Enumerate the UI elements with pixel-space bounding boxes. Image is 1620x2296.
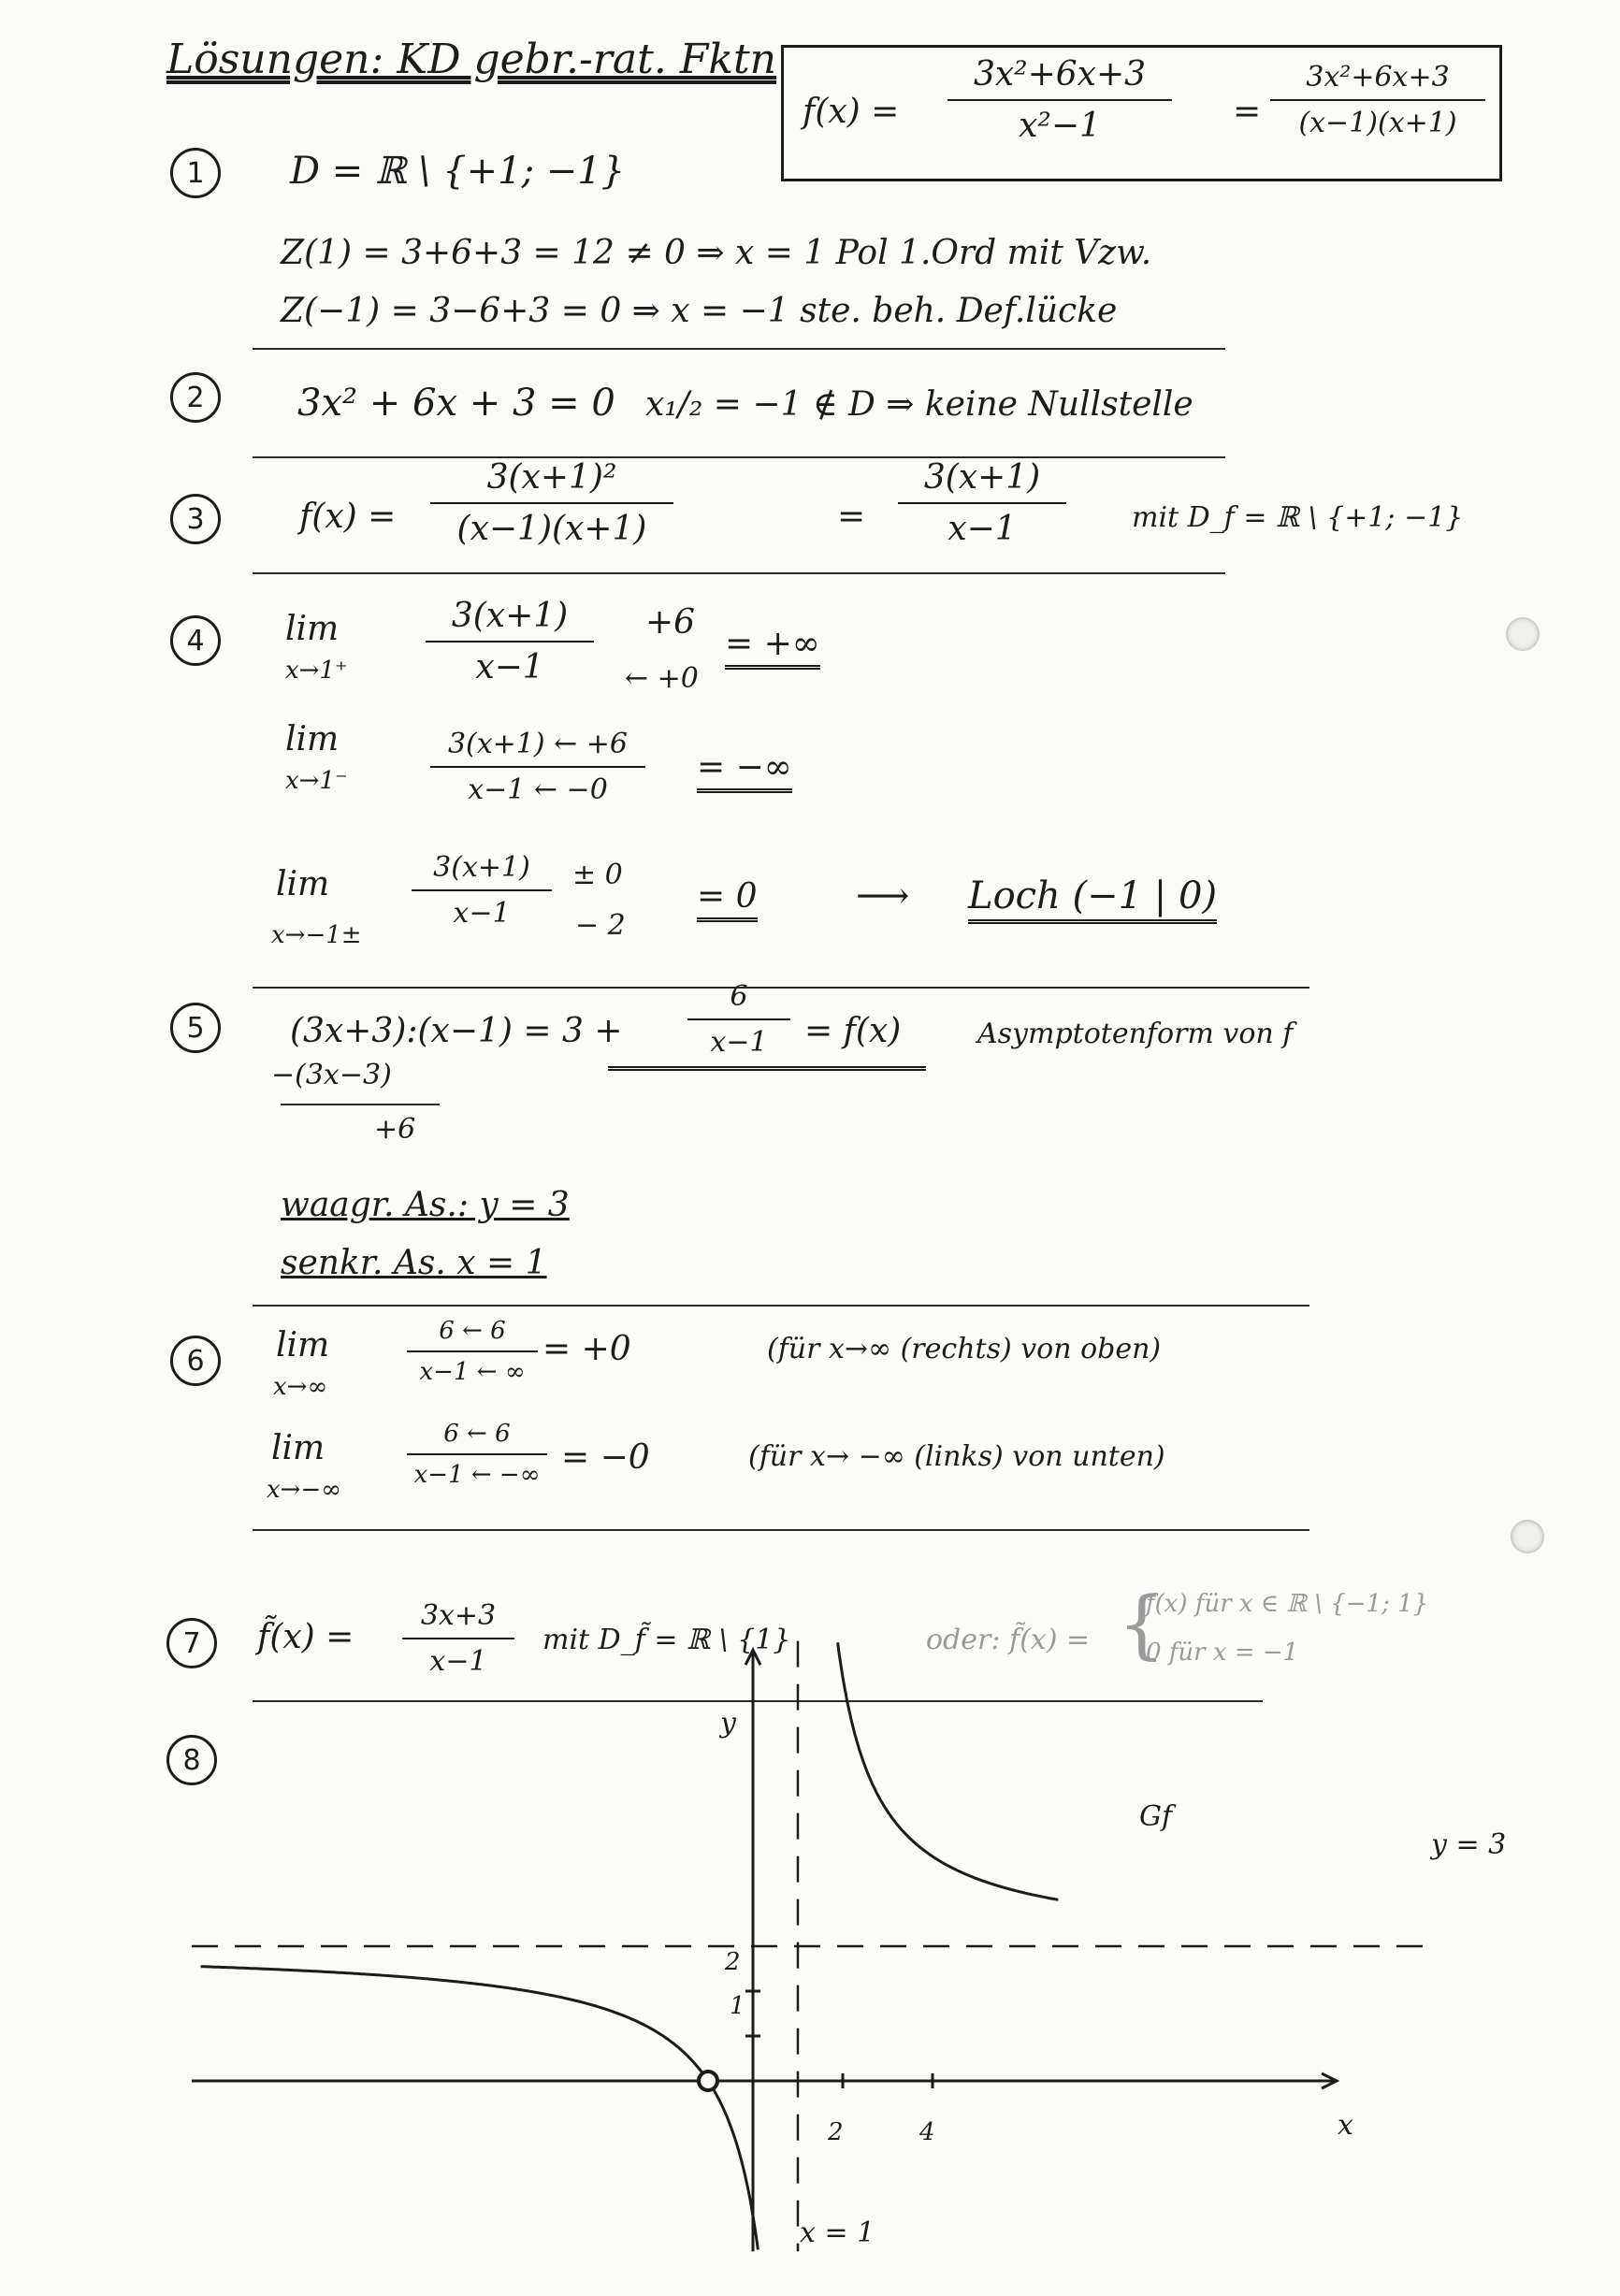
s6-n2: 6 ← 6 <box>443 1420 511 1448</box>
s7-n: 3x+3 <box>420 1599 497 1632</box>
section-number-6: 6 <box>170 1336 221 1386</box>
s4-result-3: = 0 <box>697 877 758 922</box>
s4-note1a: +6 <box>645 603 696 642</box>
s4-result-1: = +∞ <box>725 625 820 670</box>
s5-fn: 6 <box>730 980 748 1013</box>
graph-x-label: x <box>1338 2109 1353 2142</box>
s4-lim-2: lim <box>285 720 340 758</box>
s7-case-2: 0 für x = −1 <box>1146 1639 1299 1667</box>
s6-result-1: = +0 <box>542 1330 631 1368</box>
section-number-5: 5 <box>170 1003 221 1053</box>
s6-note-1: (für x→∞ (rechts) von oben) <box>767 1333 1162 1365</box>
tick-label-x4: 4 <box>919 2118 935 2146</box>
f-numerator: 3x²+6x+3 <box>973 55 1147 94</box>
s6-sub-2: x→−∞ <box>267 1476 341 1504</box>
graph-branch-left <box>201 1967 759 2250</box>
s5-senk: senkr. As. x = 1 <box>281 1244 547 1282</box>
s3-equals: = <box>837 498 866 536</box>
f-label: f(x) = <box>803 93 900 131</box>
s4-loch: Loch (−1 | 0) <box>968 874 1217 924</box>
asymptote-label-x: x = 1 <box>800 2217 875 2249</box>
s6-d1: x−1 ← ∞ <box>419 1358 526 1386</box>
asymptote-label-y: y = 3 <box>1431 1828 1507 1861</box>
section-number-2: 2 <box>170 372 221 423</box>
s6-d2: x−1 ← −∞ <box>413 1461 541 1489</box>
s5-label: Asymptotenform von f <box>977 1018 1294 1050</box>
tick-label-x2: 2 <box>828 2118 844 2146</box>
f-denominator: x²−1 <box>1019 107 1101 145</box>
s5-division: (3x+3):(x−1) = 3 + <box>290 1012 623 1050</box>
graph-y-label: y <box>720 1707 736 1740</box>
s4-d3: x−1 <box>453 897 511 930</box>
s4-d1: x−1 <box>475 648 544 686</box>
s6-n1: 6 ← 6 <box>439 1317 506 1345</box>
s2-rest: x₁/₂ = −1 ∉ D ⇒ keine Nullstelle <box>645 385 1193 424</box>
s4-sub-2: x→1⁻ <box>285 767 348 795</box>
s7-mit: mit D_f̃ = ℝ \ {1} <box>542 1624 791 1656</box>
s2-equation: 3x² + 6x + 3 = 0 <box>297 382 615 425</box>
page-title: Lösungen: KD gebr.-rat. Fktn <box>166 36 777 83</box>
arrow-icon: ⟶ <box>856 874 910 917</box>
s1-domain: D = ℝ \ {+1; −1} <box>290 150 626 193</box>
s4-note3a: ± 0 <box>572 859 623 891</box>
s6-lim-2: lim <box>271 1429 325 1467</box>
s3-mit: mit D_f = ℝ \ {+1; −1} <box>1132 501 1464 534</box>
section-number-4: 4 <box>170 615 221 666</box>
s5-rest: = f(x) <box>804 1012 902 1050</box>
s7-label: f̃(x) = <box>257 1618 354 1656</box>
s6-sub-1: x→∞ <box>273 1373 328 1401</box>
s4-sub-1: x→1⁺ <box>285 657 348 685</box>
section-number-8: 8 <box>166 1735 217 1785</box>
s4-lim-1: lim <box>285 610 340 648</box>
s7-d: x−1 <box>429 1645 487 1678</box>
s1-line1: Z(1) = 3+6+3 = 12 ≠ 0 ⇒ x = 1 Pol 1.Ord mit Vzw. <box>281 234 1152 272</box>
s5-remainder: +6 <box>374 1113 416 1146</box>
s4-n2: 3(x+1) ← +6 <box>447 728 629 760</box>
s4-sub-3: x→−1± <box>271 921 362 949</box>
s5-subtraction: −(3x−3) <box>271 1059 392 1091</box>
s6-lim-1: lim <box>276 1326 330 1365</box>
binder-hole <box>1511 1520 1544 1553</box>
tick-label-y2: 2 <box>725 1948 741 1976</box>
s3-n1: 3(x+1)² <box>486 458 617 497</box>
s3-n2: 3(x+1) <box>923 458 1041 497</box>
s6-note-2: (für x→ −∞ (links) von unten) <box>748 1440 1165 1473</box>
s5-waag: waagr. As.: y = 3 <box>281 1186 570 1224</box>
section-number-1: 1 <box>170 148 221 198</box>
section-number-7: 7 <box>166 1618 217 1668</box>
s4-note1b: ← +0 <box>625 662 699 695</box>
s3-d2: x−1 <box>947 510 1017 548</box>
s4-n3: 3(x+1) <box>433 851 530 884</box>
graph-branch-right <box>838 1642 1059 1899</box>
s4-result-2: = −∞ <box>697 748 792 793</box>
s6-result-2: = −0 <box>561 1438 650 1477</box>
f-numerator-2: 3x²+6x+3 <box>1306 61 1450 94</box>
tick-label-y1: 1 <box>730 1992 745 2020</box>
section-number-3: 3 <box>170 494 221 544</box>
hole-marker <box>699 2072 717 2090</box>
s3-d1: (x−1)(x+1) <box>456 510 647 548</box>
s5-fd: x−1 <box>710 1026 768 1059</box>
s4-d2: x−1 ← −0 <box>468 773 608 806</box>
graph-label-gf: Gf <box>1139 1800 1173 1833</box>
s4-n1: 3(x+1) <box>451 597 569 635</box>
s7-oder: oder: f̃(x) = <box>926 1624 1091 1656</box>
s4-note3b: − 2 <box>575 909 626 942</box>
binder-hole <box>1506 617 1540 651</box>
f-denominator-2: (x−1)(x+1) <box>1298 107 1457 139</box>
s3-label: f(x) = <box>299 498 397 536</box>
s7-case-1: f(x) für x ∈ ℝ \ {−1; 1} <box>1146 1590 1429 1618</box>
s7-brace: { <box>1118 1581 1165 1668</box>
s1-line2: Z(−1) = 3−6+3 = 0 ⇒ x = −1 ste. beh. Def.lücke <box>281 292 1118 330</box>
f-equals: = <box>1233 93 1262 131</box>
s4-lim-3: lim <box>276 865 330 903</box>
